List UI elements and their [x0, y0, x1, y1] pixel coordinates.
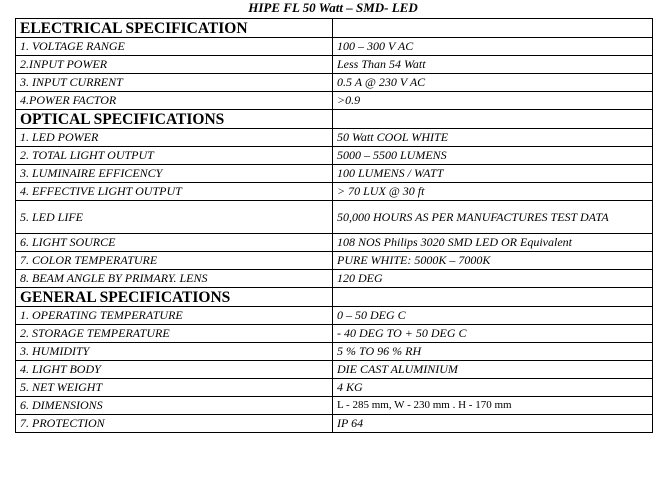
spec-value: 120 DEG: [333, 270, 653, 288]
spec-value: 108 NOS Philips 3020 SMD LED OR Equivalent: [333, 234, 653, 252]
spec-value: 50,000 HOURS AS PER MANUFACTURES TEST DATA: [333, 201, 653, 234]
spec-label: 7. PROTECTION: [16, 415, 333, 433]
spec-value: L - 285 mm, W - 230 mm . H - 170 mm: [333, 397, 653, 415]
spec-label: 2. STORAGE TEMPERATURE: [16, 325, 333, 343]
table-row: [16, 56, 653, 74]
section-header-general: [16, 288, 653, 307]
specification-table: [15, 18, 653, 433]
section-heading: GENERAL SPECIFICATIONS: [16, 288, 333, 307]
spec-label: 1. OPERATING TEMPERATURE: [16, 307, 333, 325]
spec-value: 50 Watt COOL WHITE: [333, 129, 653, 147]
table-row: [16, 234, 653, 252]
table-row: [16, 397, 653, 415]
table-row: [16, 74, 653, 92]
spec-value: Less Than 54 Watt: [333, 56, 653, 74]
spec-value: 5 % TO 96 % RH: [333, 343, 653, 361]
spec-value: 4 KG: [333, 379, 653, 397]
spec-label: 5. NET WEIGHT: [16, 379, 333, 397]
table-row: [16, 325, 653, 343]
section-heading: ELECTRICAL SPECIFICATION: [16, 19, 333, 38]
spec-value: > 70 LUX @ 30 ft: [333, 183, 653, 201]
table-row: [16, 252, 653, 270]
spec-label: 3. HUMIDITY: [16, 343, 333, 361]
spec-label: 5. LED LIFE: [16, 201, 333, 234]
table-row: [16, 415, 653, 433]
spec-label: 4. EFFECTIVE LIGHT OUTPUT: [16, 183, 333, 201]
section-heading-blank: [333, 19, 653, 38]
spec-value: IP 64: [333, 415, 653, 433]
spec-label: 6. LIGHT SOURCE: [16, 234, 333, 252]
spec-value: 100 – 300 V AC: [333, 38, 653, 56]
spec-value: DIE CAST ALUMINIUM: [333, 361, 653, 379]
spec-label: 3. LUMINAIRE EFFICENCY: [16, 165, 333, 183]
table-row: [16, 379, 653, 397]
document-title: HIPE FL 50 Watt – SMD- LED: [248, 0, 418, 15]
table-row: [16, 270, 653, 288]
table-row: [16, 307, 653, 325]
spec-value: 0.5 A @ 230 V AC: [333, 74, 653, 92]
spec-label: 1. VOLTAGE RANGE: [16, 38, 333, 56]
section-heading: OPTICAL SPECIFICATIONS: [16, 110, 333, 129]
table-row: [16, 147, 653, 165]
spec-label: 8. BEAM ANGLE BY PRIMARY. LENS: [16, 270, 333, 288]
spec-label: 4.POWER FACTOR: [16, 92, 333, 110]
spec-value: 100 LUMENS / WATT: [333, 165, 653, 183]
spec-value: PURE WHITE: 5000K – 7000K: [333, 252, 653, 270]
table-row: [16, 38, 653, 56]
spec-label: 1. LED POWER: [16, 129, 333, 147]
spec-label: 3. INPUT CURRENT: [16, 74, 333, 92]
spec-label: 4. LIGHT BODY: [16, 361, 333, 379]
table-row: [16, 201, 653, 234]
table-row: [16, 183, 653, 201]
spec-value: >0.9: [333, 92, 653, 110]
spec-label: 7. COLOR TEMPERATURE: [16, 252, 333, 270]
table-row: [16, 343, 653, 361]
section-header-optical: [16, 110, 653, 129]
table-row: [16, 165, 653, 183]
section-header-electrical: [16, 19, 653, 38]
spec-value: 0 – 50 DEG C: [333, 307, 653, 325]
section-heading-blank: [333, 110, 653, 129]
spec-label: 2. TOTAL LIGHT OUTPUT: [16, 147, 333, 165]
table-row: [16, 129, 653, 147]
spec-label: 2.INPUT POWER: [16, 56, 333, 74]
spec-value: - 40 DEG TO + 50 DEG C: [333, 325, 653, 343]
spec-label: 6. DIMENSIONS: [16, 397, 333, 415]
table-row: [16, 361, 653, 379]
spec-value: 5000 – 5500 LUMENS: [333, 147, 653, 165]
section-heading-blank: [333, 288, 653, 307]
table-row: [16, 92, 653, 110]
